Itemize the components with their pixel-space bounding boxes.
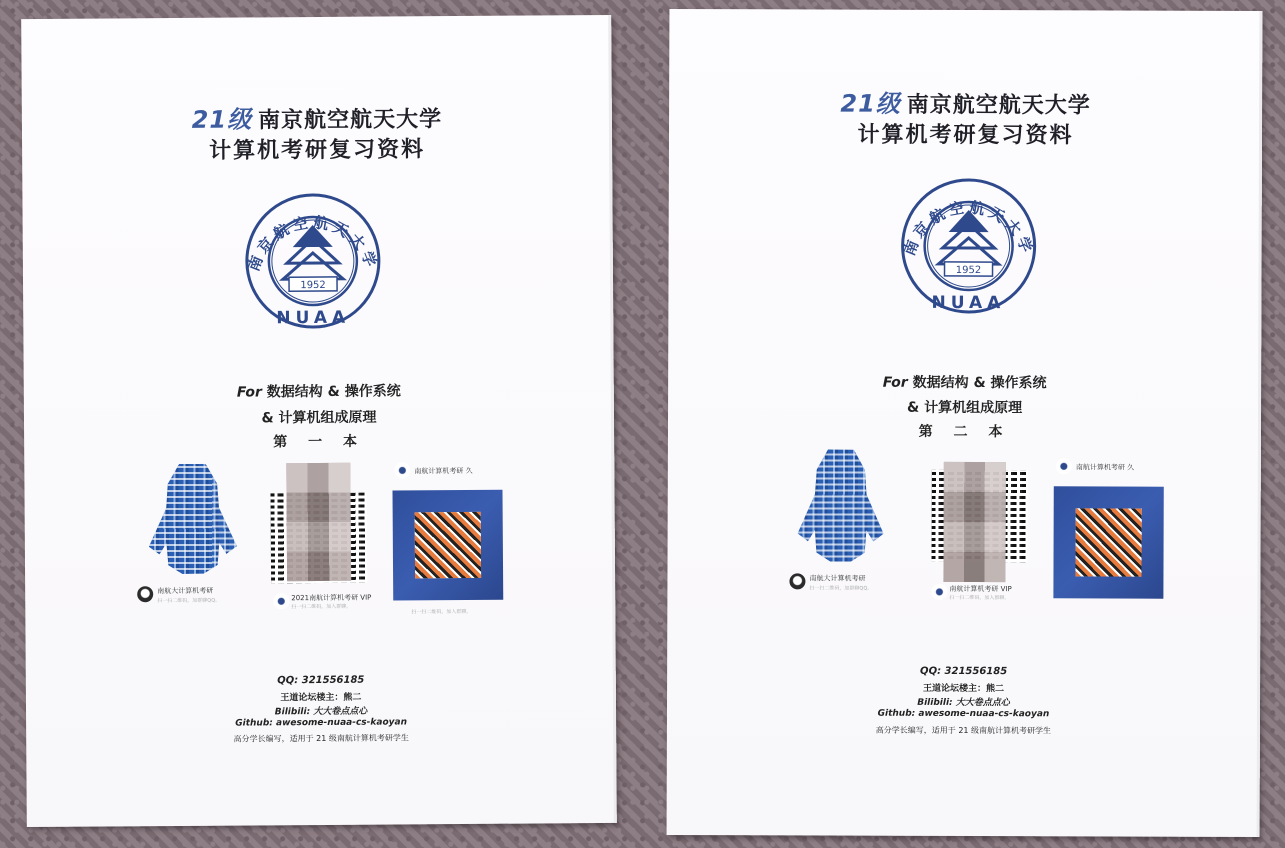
volume-label: 第 二 本 (918, 423, 1011, 441)
title-year: 21级 (840, 89, 901, 118)
contact-qq: QQ: 321556185 (277, 674, 365, 687)
qr-subcaption: 扫一扫二维码，加入群聊。 (411, 608, 472, 616)
qr-caption: 南航计算机考研 VIP (949, 584, 1012, 594)
qr-code (1075, 508, 1141, 576)
avatar (789, 573, 805, 589)
contact-note: 高分学长编写，适用于 21 级南航计算机考研学生 (233, 733, 409, 744)
contact-bilibili: Bilibili: 大大卷点点心 (274, 706, 368, 718)
contact-qq: QQ: 321556185 (920, 665, 1008, 678)
subject-line-1: For 数据结构 & 操作系统 (236, 383, 401, 401)
penguin-qr-code (798, 449, 884, 561)
qr-caption: 南航大计算机考研 (157, 586, 214, 596)
qq-penguin-qr (785, 449, 908, 601)
penguin-qr-code (148, 464, 237, 575)
seal-abbr: NUAA (276, 307, 351, 329)
qr-caption: 南航计算机考研 久 (1075, 463, 1135, 472)
avatar (931, 584, 947, 600)
qr-subcaption: 扫一扫二维码，加入群聊。 (949, 594, 1010, 602)
contact-note: 高分学长编写，适用于 21 级南航计算机考研学生 (875, 725, 1052, 736)
seal-year: 1952 (955, 264, 982, 277)
avatar (273, 593, 289, 609)
qr-caption: 南航大计算机考研 (809, 574, 866, 583)
title-year: 21级 (191, 105, 253, 134)
vip-group-qr (270, 463, 371, 614)
avatar (394, 462, 410, 478)
qr-subcaption: 扫一扫二维码，加群聊QQ。 (809, 585, 873, 592)
qr-subcaption: 扫一扫二维码，加群聊QQ。 (157, 597, 221, 605)
qr-caption: 南航计算机考研 久 (414, 466, 473, 476)
nuaa-seal-logo (898, 176, 1038, 316)
seal-ring-text: 南京航空航天大学 (900, 198, 1038, 259)
volume-label: 第 一 本 (273, 433, 366, 451)
cover-title-line-2: 计算机考研复习资料 (857, 122, 1074, 149)
contact-github: Github: awesome-nuaa-cs-kaoyan (235, 717, 408, 729)
subject-line-2: & 计算机组成原理 (261, 409, 377, 427)
book-cover-2 (667, 9, 1263, 837)
contact-github: Github: awesome-nuaa-cs-kaoyan (877, 708, 1050, 720)
nuaa-group-qr (1053, 458, 1166, 604)
cover-title-line-1 (669, 83, 1262, 120)
qr-card-blue (1053, 486, 1163, 598)
book-cover-1 (21, 15, 617, 827)
cover-title-line-1 (22, 97, 612, 136)
title-school: 南京航空航天大学 (258, 107, 443, 134)
avatar (137, 586, 153, 602)
cover-title-line-2: 计算机考研复习资料 (209, 137, 426, 164)
contact-forum: 王道论坛楼主：熊二 (923, 683, 1005, 695)
subject-line-1: For 数据结构 & 操作系统 (882, 374, 1047, 392)
qr-subcaption: 扫一扫二维码，加入群聊。 (291, 603, 352, 611)
seal-abbr: NUAA (931, 292, 1006, 314)
blurred-region (943, 462, 1005, 582)
contact-bilibili: Bilibili: 大大卷点点心 (917, 697, 1010, 709)
qr-caption: 2021南航计算机考研 VIP (291, 593, 372, 603)
avatar (1056, 458, 1072, 474)
nuaa-seal-logo (242, 191, 383, 332)
subject-line-2: & 计算机组成原理 (906, 399, 1023, 417)
nuaa-group-qr (392, 462, 505, 619)
vip-group-qr (929, 456, 1030, 606)
contact-forum: 王道论坛楼主：熊二 (280, 692, 362, 704)
seal-ring-text: 南京航空航天大学 (244, 213, 382, 274)
blurred-region (286, 463, 351, 581)
qr-card-blue (392, 490, 503, 601)
qr-code (415, 512, 481, 578)
qq-penguin-qr (132, 464, 247, 615)
seal-year: 1952 (300, 279, 326, 292)
title-school: 南京航空航天大学 (906, 92, 1091, 119)
